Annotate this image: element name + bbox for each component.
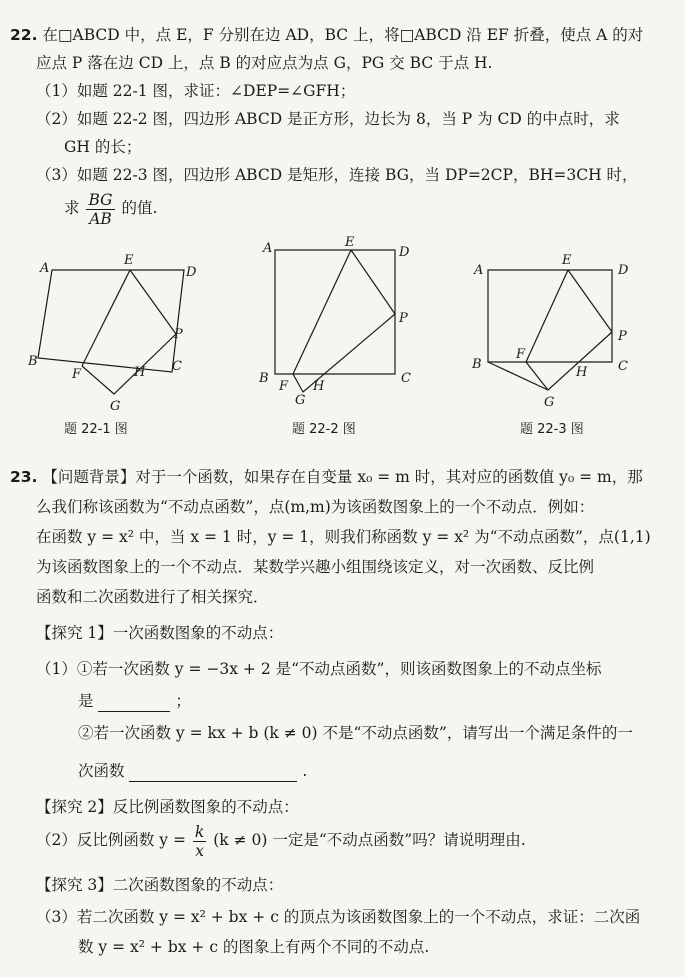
label-a: A	[474, 263, 484, 278]
label-b: B	[28, 354, 38, 369]
label-h: H	[134, 365, 146, 380]
q23-explore-3-heading: 【探究 3】二次函数图象的不动点：	[36, 876, 284, 894]
explore-2-post: (k ≠ 0) 一定是“不动点函数”吗？请说明理由.	[213, 831, 526, 849]
label-h: H	[576, 365, 588, 380]
q23-explore-1-heading: 【探究 1】一次函数图象的不动点：	[36, 624, 284, 642]
figure-22-1	[28, 250, 213, 415]
label-h: H	[313, 379, 325, 394]
fraction-denominator: AB	[89, 209, 112, 228]
q23-background-1: 【问题背景】对于一个函数，如果存在自变量 x₀ = m 时，其对应的函数值 y₀ = m，那	[42, 468, 643, 486]
q23-explore-1-answer-1	[78, 690, 191, 712]
segment-ep	[130, 270, 176, 334]
q23-explore-1-answer-2	[78, 760, 307, 782]
q22-part-3b-pre: 求	[64, 199, 80, 217]
explore-2-pre: （2）反比例函数 y =	[36, 831, 186, 849]
segment-ep	[351, 250, 395, 314]
label-d: D	[618, 263, 629, 278]
q23-explore-2-part	[36, 820, 526, 860]
q22-number: 22.	[10, 26, 38, 44]
fold-line-ef	[526, 270, 568, 362]
fraction-bg-ab	[86, 191, 114, 228]
segment-ep	[568, 270, 612, 332]
q22-part-2a: （2）如题 22-2 图，四边形 ABCD 是正方形，边长为 8，当 P 为 CD 的中点时，求	[36, 110, 620, 128]
segment-pg-gf	[526, 332, 612, 390]
q23-explore-1-part-1: （1）①若一次函数 y = −3x + 2 是“不动点函数”，则该函数图象上的不动点坐标	[36, 660, 602, 678]
figure-22-3	[468, 250, 648, 410]
label-f: F	[516, 347, 526, 362]
label-a: A	[40, 261, 50, 276]
q23-background-4: 为该函数图象上的一个不动点．某数学兴趣小组围绕该定义，对一次函数、反比例	[36, 558, 595, 576]
fold-line-ef	[82, 270, 130, 366]
q22-stem-1: 在□ABCD 中，点 E，F 分别在边 AD，BC 上，将□ABCD 沿 EF 折叠，使点 A 的对	[42, 26, 644, 44]
figure-22-2	[255, 236, 420, 411]
square-abcd	[275, 250, 395, 374]
q23-line-1	[10, 466, 643, 488]
label-d: D	[399, 245, 410, 260]
label-e: E	[562, 253, 572, 268]
fraction-k-over-x	[193, 823, 206, 860]
label-p: P	[618, 329, 627, 344]
label-e: E	[345, 236, 355, 250]
fraction-numerator: k	[194, 822, 205, 841]
answer-blank-1[interactable]	[98, 693, 170, 712]
fold-line-ef	[293, 250, 351, 374]
label-c: C	[172, 359, 182, 374]
q23-explore-2-heading: 【探究 2】反比例函数图象的不动点：	[36, 798, 299, 816]
q23-background-3: 在函数 y = x² 中，当 x = 1 时，y = 1，则我们称函数 y = x² 为“不动点函数”，点(1,1)	[36, 528, 651, 546]
q23-number: 23.	[10, 468, 38, 486]
answer-blank-2[interactable]	[129, 763, 297, 782]
label-g: G	[544, 395, 555, 410]
label-b: B	[472, 357, 482, 372]
label-c: C	[618, 359, 628, 374]
answer-2-prefix: 次函数	[78, 762, 125, 780]
label-g: G	[295, 393, 306, 408]
label-p: P	[174, 327, 183, 342]
answer-1-suffix: ；	[175, 692, 191, 710]
q23-background-2: 么我们称该函数为“不动点函数”，点(m,m)为该函数图象上的一个不动点．例如：	[36, 498, 595, 516]
label-a: A	[263, 241, 273, 256]
label-f: F	[72, 367, 82, 382]
q23-explore-3-part-b: 数 y = x² + bx + c 的图象上有两个不同的不动点.	[78, 938, 430, 956]
q22-line-1	[10, 24, 643, 46]
q22-part-3b	[64, 188, 157, 228]
q22-part-1: （1）如题 22-1 图，求证：∠DEP=∠GFH；	[36, 82, 356, 100]
segment-bg	[488, 362, 548, 390]
answer-1-prefix: 是	[78, 692, 94, 710]
caption-22-3: 题 22-3 图	[520, 422, 584, 437]
q22-stem-2: 应点 P 落在边 CD 上，点 B 的对应点为点 G，PG 交 BC 于点 H.	[36, 54, 493, 72]
label-f: F	[279, 379, 289, 394]
fraction-denominator: x	[195, 841, 204, 860]
answer-2-suffix: .	[302, 762, 308, 780]
fraction-numerator: BG	[88, 190, 113, 209]
q22-part-3a: （3）如题 22-3 图，四边形 ABCD 是矩形，连接 BG，当 DP=2CP，BH=3CH 时，	[36, 166, 638, 184]
label-c: C	[401, 371, 411, 386]
label-p: P	[399, 311, 408, 326]
parallelogram-abcd	[38, 270, 184, 372]
segment-pg-gf	[293, 314, 395, 392]
q23-explore-3-part-a: （3）若二次函数 y = x² + bx + c 的顶点为该函数图象上的一个不动点，求证：二次函	[36, 908, 641, 926]
caption-22-1: 题 22-1 图	[64, 422, 128, 437]
label-b: B	[259, 371, 269, 386]
label-g: G	[110, 399, 121, 414]
caption-22-2: 题 22-2 图	[292, 422, 356, 437]
q23-explore-1-part-2: ②若一次函数 y = kx + b (k ≠ 0) 不是“不动点函数”，请写出一个满足条件的一	[78, 724, 633, 742]
label-d: D	[186, 265, 197, 280]
label-e: E	[124, 253, 134, 268]
q22-part-2b: GH 的长；	[64, 138, 142, 156]
q22-part-3b-post: 的值.	[121, 199, 158, 217]
q23-background-5: 函数和二次函数进行了相关探究．	[36, 588, 269, 606]
